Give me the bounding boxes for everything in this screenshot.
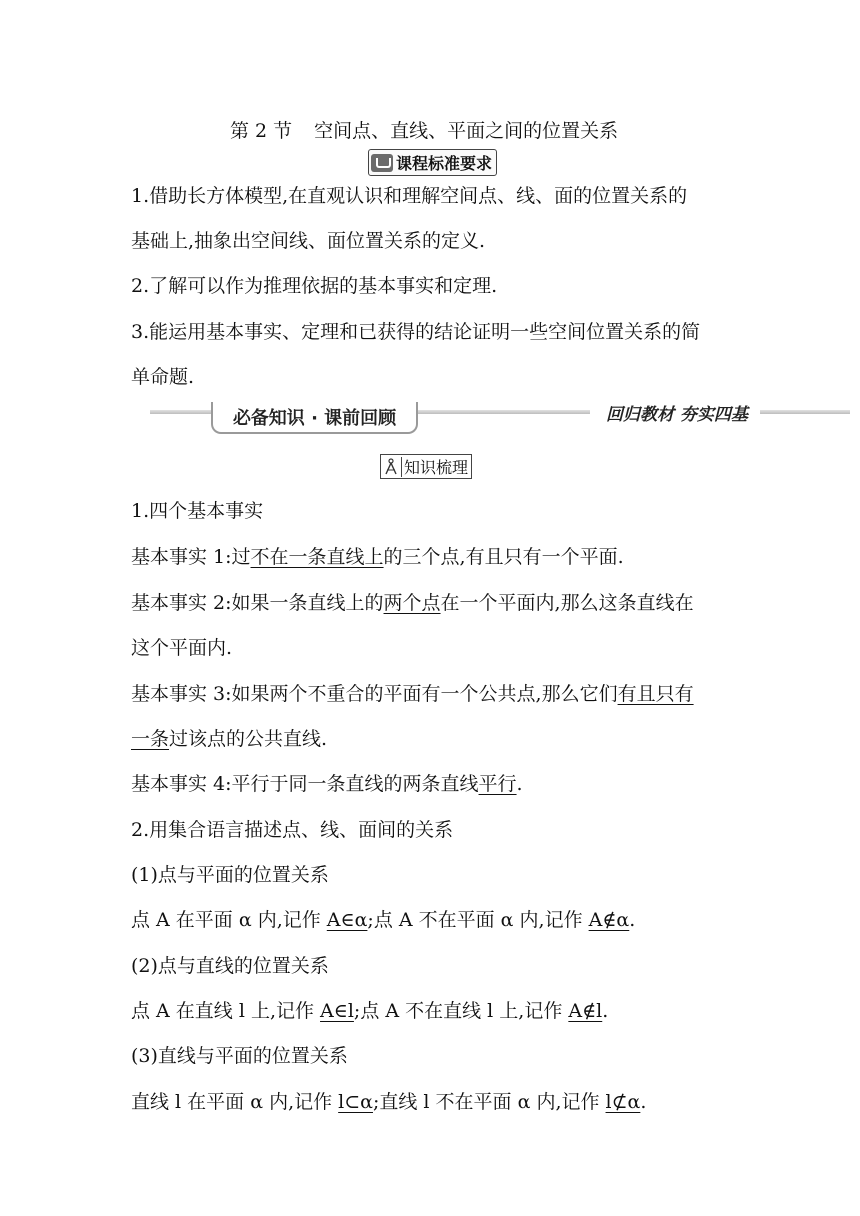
subheading-point-plane: (1)点与平面的位置关系: [131, 864, 329, 886]
standards-badge-label: 课程标准要求: [396, 154, 493, 173]
standards-badge: [368, 149, 497, 176]
line-plane-notation: [131, 1090, 646, 1114]
notation-text: 点 A 在平面 α 内,记作: [131, 909, 327, 931]
section-title: [230, 116, 618, 143]
section-slogan: 回归教材 夯实四基: [600, 400, 754, 425]
fact-1: [131, 545, 624, 569]
notation-blank: l⊄α: [605, 1091, 641, 1113]
band-rule-right: [760, 410, 850, 414]
fact-text: 过该点的公共直线.: [169, 728, 328, 750]
notation-blank: A∈l: [320, 1000, 354, 1022]
notation-text: .: [602, 1000, 609, 1022]
fact-blank: 平行: [478, 773, 517, 795]
subheading-line-plane: (3)直线与平面的位置关系: [131, 1045, 348, 1067]
requirement-line: 1.借助长方体模型,在直观认识和理解空间点、线、面的位置关系的: [131, 185, 688, 207]
section-title-text: 空间点、直线、平面之间的位置关系: [314, 120, 619, 142]
notation-text: ;点 A 不在平面 α 内,记作: [367, 909, 589, 931]
notation-blank: A∈α: [326, 909, 368, 931]
fact-text: .: [516, 773, 523, 795]
fact-text: 基本事实 3:如果两个不重合的平面有一个公共点,那么它们: [131, 683, 618, 705]
fact-text: 在一个平面内,那么这条直线在: [440, 592, 694, 614]
compass-icon: [381, 457, 402, 477]
notation-text: 直线 l 在平面 α 内,记作: [131, 1091, 339, 1113]
fact-3: [131, 682, 694, 706]
fact-blank: 有且只有: [617, 683, 694, 705]
fact-blank: 不在一条直线上: [250, 546, 384, 568]
notation-text: 点 A 在直线 l 上,记作: [131, 1000, 321, 1022]
heading-basic-facts: 1.四个基本事实: [131, 500, 264, 522]
fact-text: 的三个点,有且只有一个平面.: [383, 546, 624, 568]
point-plane-notation: [131, 908, 635, 932]
fact-blank: 一条: [131, 728, 170, 750]
fact-2-cont: 这个平面内.: [131, 637, 233, 659]
notation-blank: A∉α: [588, 909, 630, 931]
heading-set-language: 2.用集合语言描述点、线、面间的关系: [131, 819, 454, 841]
section-band: [0, 400, 860, 440]
fact-blank: 两个点: [383, 592, 441, 614]
requirement-line: 单命题.: [131, 366, 195, 388]
notation-blank: l⊂α: [338, 1091, 373, 1113]
subheading-point-line: (2)点与直线的位置关系: [131, 955, 329, 977]
fact-3-cont: [131, 727, 327, 751]
requirement-line: 2.了解可以作为推理依据的基本事实和定理.: [131, 275, 498, 297]
point-line-notation: [131, 999, 608, 1023]
notation-blank: A∉l: [568, 1000, 603, 1022]
requirement-line: 3.能运用基本事实、定理和已获得的结论证明一些空间位置关系的简: [131, 321, 701, 343]
fact-text: 基本事实 2:如果一条直线上的: [131, 592, 384, 614]
fact-text: 基本事实 4:平行于同一条直线的两条直线: [131, 773, 479, 795]
fact-4: [131, 772, 523, 796]
knowledge-badge: [380, 454, 472, 479]
section-number: 第 2 节: [230, 120, 293, 142]
fact-text: 基本事实 1:过: [131, 546, 251, 568]
fact-2: [131, 591, 694, 615]
target-icon: [371, 154, 393, 172]
section-tab: 必备知识 · 课前回顾: [211, 402, 418, 434]
notation-text: .: [640, 1091, 647, 1113]
requirement-line: 基础上,抽象出空间线、面位置关系的定义.: [131, 230, 486, 252]
notation-text: ;直线 l 不在平面 α 内,记作: [372, 1091, 606, 1113]
knowledge-badge-label: 知识梳理: [404, 458, 469, 477]
notation-text: ;点 A 不在直线 l 上,记作: [353, 1000, 569, 1022]
notation-text: .: [629, 909, 636, 931]
